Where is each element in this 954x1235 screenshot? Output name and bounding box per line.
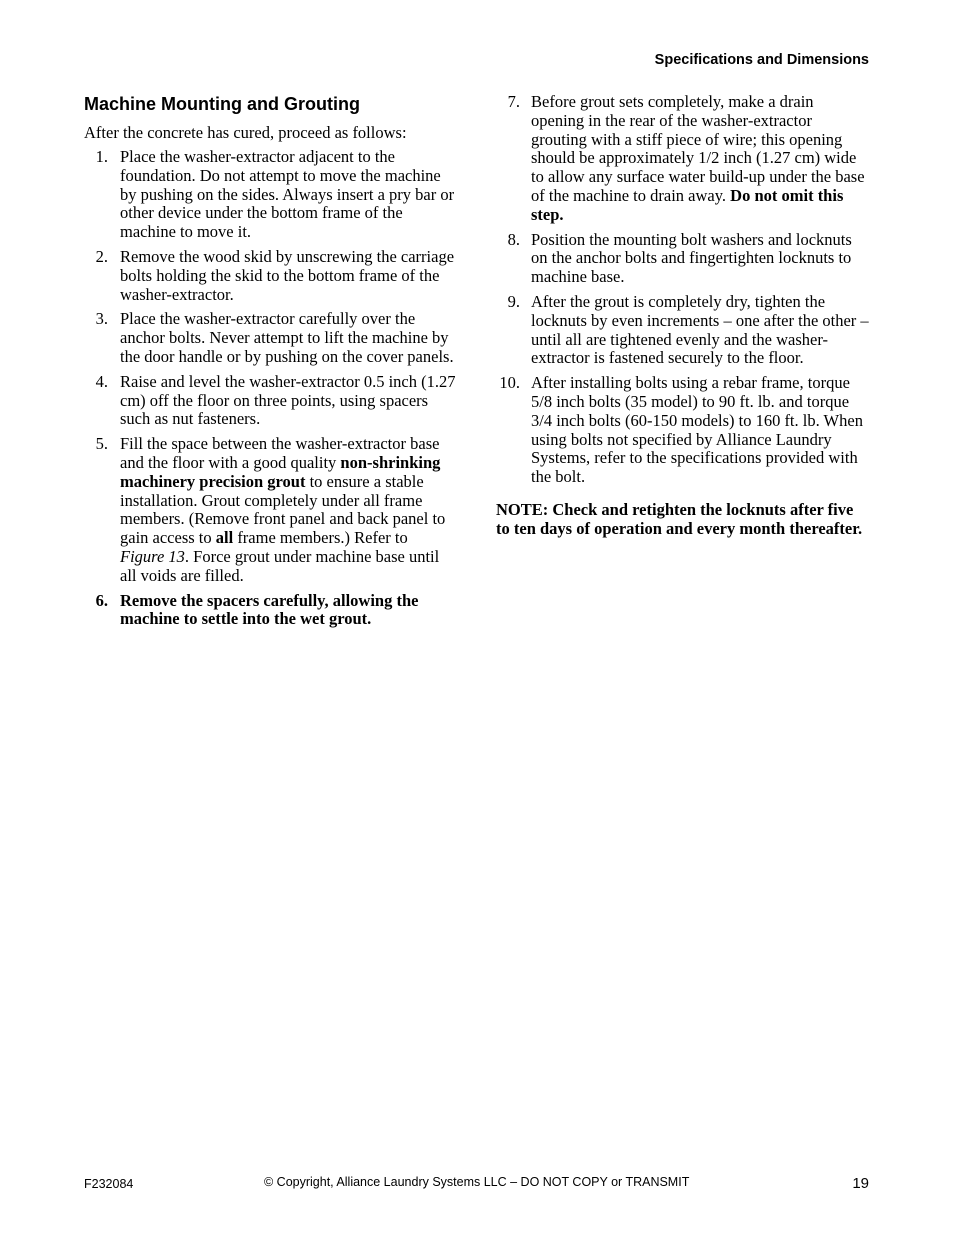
text-run: frame members.) Refer to xyxy=(233,528,408,548)
text-run: Fill the space between the washer-extractor base and the floor with a good quality xyxy=(120,434,440,472)
list-item xyxy=(84,248,456,304)
left-column xyxy=(84,92,456,635)
step-text: Remove the spacers carefully, allowing the machine to settle into the wet grout. xyxy=(120,590,419,629)
running-header: Specifications and Dimensions xyxy=(654,52,869,68)
list-item xyxy=(84,373,456,429)
emphasis-bold: all xyxy=(215,528,234,548)
step-number: 9. xyxy=(507,291,520,311)
text-run: Before grout sets completely, make a drain opening in the rear of the washer-extractor grouting with a stiff piece of wire; this opening should be approximately 1/2 inch (1.27 cm) wide to allow any surface water build-up under the base of the machine to drain away. xyxy=(531,92,865,205)
page-footer xyxy=(84,1174,869,1194)
emphasis-bold: non-shrinking machinery precision grout xyxy=(120,452,441,491)
step-text: After the grout is completely dry, tighten the locknuts by even increments – one after the other – until all are tightened evenly and the washer-extractor is fastened securely to the floor. xyxy=(531,291,869,368)
note-text: NOTE: Check and retighten the locknuts after five to ten days of operation and every month thereafter. xyxy=(496,499,863,538)
step-text: Raise and level the washer-extractor 0.5 inch (1.27 cm) off the floor on three points, using spacers such as nut fasteners. xyxy=(120,371,456,429)
step-number: 4. xyxy=(95,371,108,391)
list-item xyxy=(84,435,456,585)
list-item xyxy=(496,374,870,487)
step-text: Place the washer-extractor adjacent to the foundation. Do not attempt to move the machine by pushing on the sides. Always insert a pry bar or other device under the bottom frame of the machine to move it. xyxy=(120,147,455,242)
steps-list xyxy=(84,148,456,629)
figure-reference: Figure 13 xyxy=(120,546,185,566)
step-number: 3. xyxy=(95,309,108,329)
document-number: F232084 xyxy=(84,1177,134,1191)
steps-list-continued xyxy=(496,93,870,487)
list-item xyxy=(496,293,870,368)
step-number: 6. xyxy=(95,590,108,610)
step-text xyxy=(531,92,865,224)
step-number: 7. xyxy=(507,92,520,111)
step-number: 8. xyxy=(507,229,520,249)
step-text: After installing bolts using a rebar frame, torque 5/8 inch bolts (35 model) to 90 ft. lb. and torque 3/4 inch bolts (60-150 models) to 160 ft. lb. When using bolts not specified by Alliance Laundry Systems, refer to the specifications provided with the bolt. xyxy=(531,373,863,487)
step-number: 1. xyxy=(95,147,108,166)
section-heading: Machine Mounting and Grouting xyxy=(84,94,360,114)
step-text: Place the washer-extractor carefully over the anchor bolts. Never attempt to lift the machine by the door handle or by pushing on the cover panels. xyxy=(120,309,454,366)
text-run: to ensure a stable installation. Grout completely under all frame members. (Remove front panel and back panel to gain access to xyxy=(120,471,446,548)
list-item xyxy=(496,93,870,225)
copyright-notice: © Copyright, Alliance Laundry Systems LLC – DO NOT COPY or TRANSMIT xyxy=(264,1175,690,1189)
step-text: Remove the wood skid by unscrewing the carriage bolts holding the skid to the bottom frame of the washer-extractor. xyxy=(120,246,455,304)
list-item xyxy=(496,231,870,287)
list-item xyxy=(84,592,456,630)
list-item xyxy=(84,148,456,242)
step-text: Position the mounting bolt washers and locknuts on the anchor bolts and fingertighten locknuts to machine base. xyxy=(531,229,852,287)
step-text xyxy=(120,434,445,585)
page-number: 19 xyxy=(852,1175,869,1192)
list-item xyxy=(84,310,456,366)
step-number: 2. xyxy=(95,246,108,266)
right-column xyxy=(496,93,870,539)
emphasis-bold: Do not omit this step. xyxy=(531,185,844,224)
step-number: 10. xyxy=(499,373,520,393)
intro-text: After the concrete has cured, proceed as follows: xyxy=(84,123,407,142)
text-run: . Force grout under machine base until all voids are filled. xyxy=(120,546,440,585)
step-number: 5. xyxy=(95,434,108,454)
